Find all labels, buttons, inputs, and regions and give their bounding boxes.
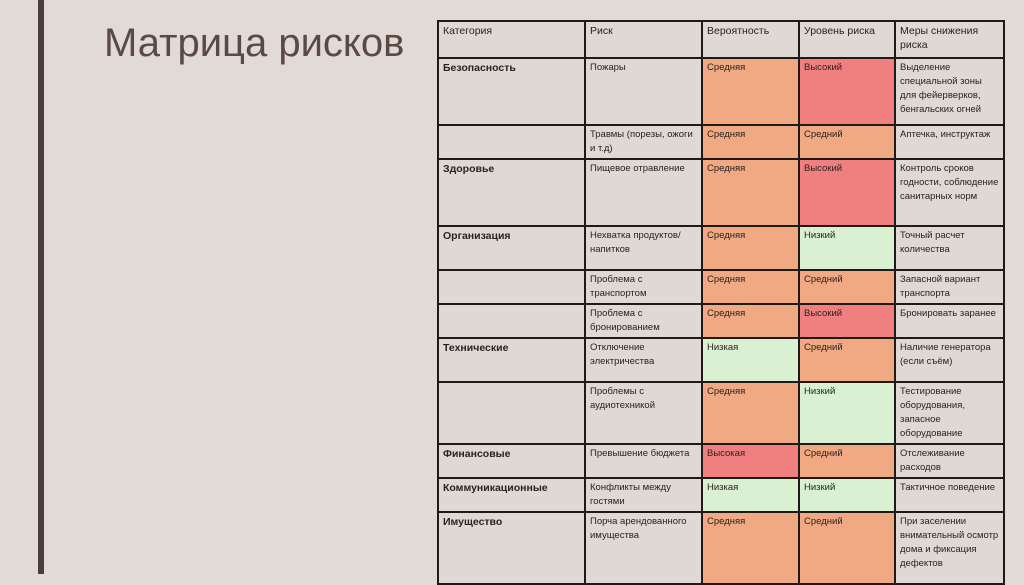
probability-cell: Средняя bbox=[702, 159, 799, 226]
risk-cell: Проблема с транспортом bbox=[585, 270, 702, 304]
risk-level-cell: Средний bbox=[799, 338, 895, 382]
risk-level-cell: Высокий bbox=[799, 58, 895, 125]
category-cell: Безопасность bbox=[438, 58, 585, 125]
risk-level-cell: Средний bbox=[799, 512, 895, 584]
risk-level-cell: Средний bbox=[799, 270, 895, 304]
risk-cell: Конфликты между гостями bbox=[585, 478, 702, 512]
risk-cell: Превышение бюджета bbox=[585, 444, 702, 478]
table-header-row bbox=[438, 21, 1004, 58]
category-cell: Коммуникационные bbox=[438, 478, 585, 512]
risk-cell: Проблема с бронированием bbox=[585, 304, 702, 338]
table-row bbox=[438, 125, 1004, 159]
decorative-sidebar-bar bbox=[38, 0, 44, 574]
risk-cell: Пищевое отравление bbox=[585, 159, 702, 226]
probability-cell: Средняя bbox=[702, 125, 799, 159]
risk-level-cell: Средний bbox=[799, 444, 895, 478]
measures-cell: Тактичное поведение bbox=[895, 478, 1004, 512]
table-row bbox=[438, 304, 1004, 338]
probability-cell: Средняя bbox=[702, 304, 799, 338]
measures-cell: Аптечка, инструктаж bbox=[895, 125, 1004, 159]
category-cell: Здоровье bbox=[438, 159, 585, 226]
table-row bbox=[438, 338, 1004, 382]
risk-level-cell: Низкий bbox=[799, 478, 895, 512]
measures-cell: Наличие генератора (если съём) bbox=[895, 338, 1004, 382]
table-row bbox=[438, 382, 1004, 444]
risk-cell: Проблемы с аудиотехникой bbox=[585, 382, 702, 444]
category-cell bbox=[438, 270, 585, 304]
risk-cell: Отключение электричества bbox=[585, 338, 702, 382]
probability-cell: Средняя bbox=[702, 226, 799, 270]
risk-cell: Порча арендованного имущества bbox=[585, 512, 702, 584]
measures-cell: Бронировать заранее bbox=[895, 304, 1004, 338]
table-row bbox=[438, 159, 1004, 226]
risk-level-cell: Низкий bbox=[799, 382, 895, 444]
header-category: Категория bbox=[438, 21, 585, 58]
probability-cell: Высокая bbox=[702, 444, 799, 478]
measures-cell: Точный расчет количества bbox=[895, 226, 1004, 270]
risk-matrix-table bbox=[437, 20, 1005, 585]
probability-cell: Низкая bbox=[702, 338, 799, 382]
measures-cell: Контроль сроков годности, соблюдение санитарных норм bbox=[895, 159, 1004, 226]
table-row bbox=[438, 444, 1004, 478]
probability-cell: Средняя bbox=[702, 58, 799, 125]
risk-cell: Нехватка продуктов/ напитков bbox=[585, 226, 702, 270]
risk-level-cell: Высокий bbox=[799, 159, 895, 226]
measures-cell: При заселении внимательный осмотр дома и фиксация дефектов bbox=[895, 512, 1004, 584]
category-cell bbox=[438, 125, 585, 159]
header-risk-level: Уровень риска bbox=[799, 21, 895, 58]
measures-cell: Запасной вариант транспорта bbox=[895, 270, 1004, 304]
header-probability: Вероятность bbox=[702, 21, 799, 58]
probability-cell: Средняя bbox=[702, 270, 799, 304]
risk-cell: Пожары bbox=[585, 58, 702, 125]
category-cell: Финансовые bbox=[438, 444, 585, 478]
risk-level-cell: Средний bbox=[799, 125, 895, 159]
table-row bbox=[438, 58, 1004, 125]
measures-cell: Тестирование оборудования, запасное оборудование bbox=[895, 382, 1004, 444]
table-row bbox=[438, 512, 1004, 584]
risk-level-cell: Высокий bbox=[799, 304, 895, 338]
category-cell: Имущество bbox=[438, 512, 585, 584]
table-row bbox=[438, 226, 1004, 270]
probability-cell: Средняя bbox=[702, 382, 799, 444]
category-cell: Организация bbox=[438, 226, 585, 270]
measures-cell: Выделение специальной зоны для фейерверков, бенгальских огней bbox=[895, 58, 1004, 125]
probability-cell: Низкая bbox=[702, 478, 799, 512]
probability-cell: Средняя bbox=[702, 512, 799, 584]
header-risk: Риск bbox=[585, 21, 702, 58]
category-cell: Технические bbox=[438, 338, 585, 382]
category-cell bbox=[438, 382, 585, 444]
category-cell bbox=[438, 304, 585, 338]
header-measures: Меры снижения риска bbox=[895, 21, 1004, 58]
table-row bbox=[438, 270, 1004, 304]
risk-level-cell: Низкий bbox=[799, 226, 895, 270]
measures-cell: Отслеживание расходов bbox=[895, 444, 1004, 478]
table-row bbox=[438, 478, 1004, 512]
risk-cell: Травмы (порезы, ожоги и т.д) bbox=[585, 125, 702, 159]
page-title: Матрица рисков bbox=[104, 21, 405, 65]
